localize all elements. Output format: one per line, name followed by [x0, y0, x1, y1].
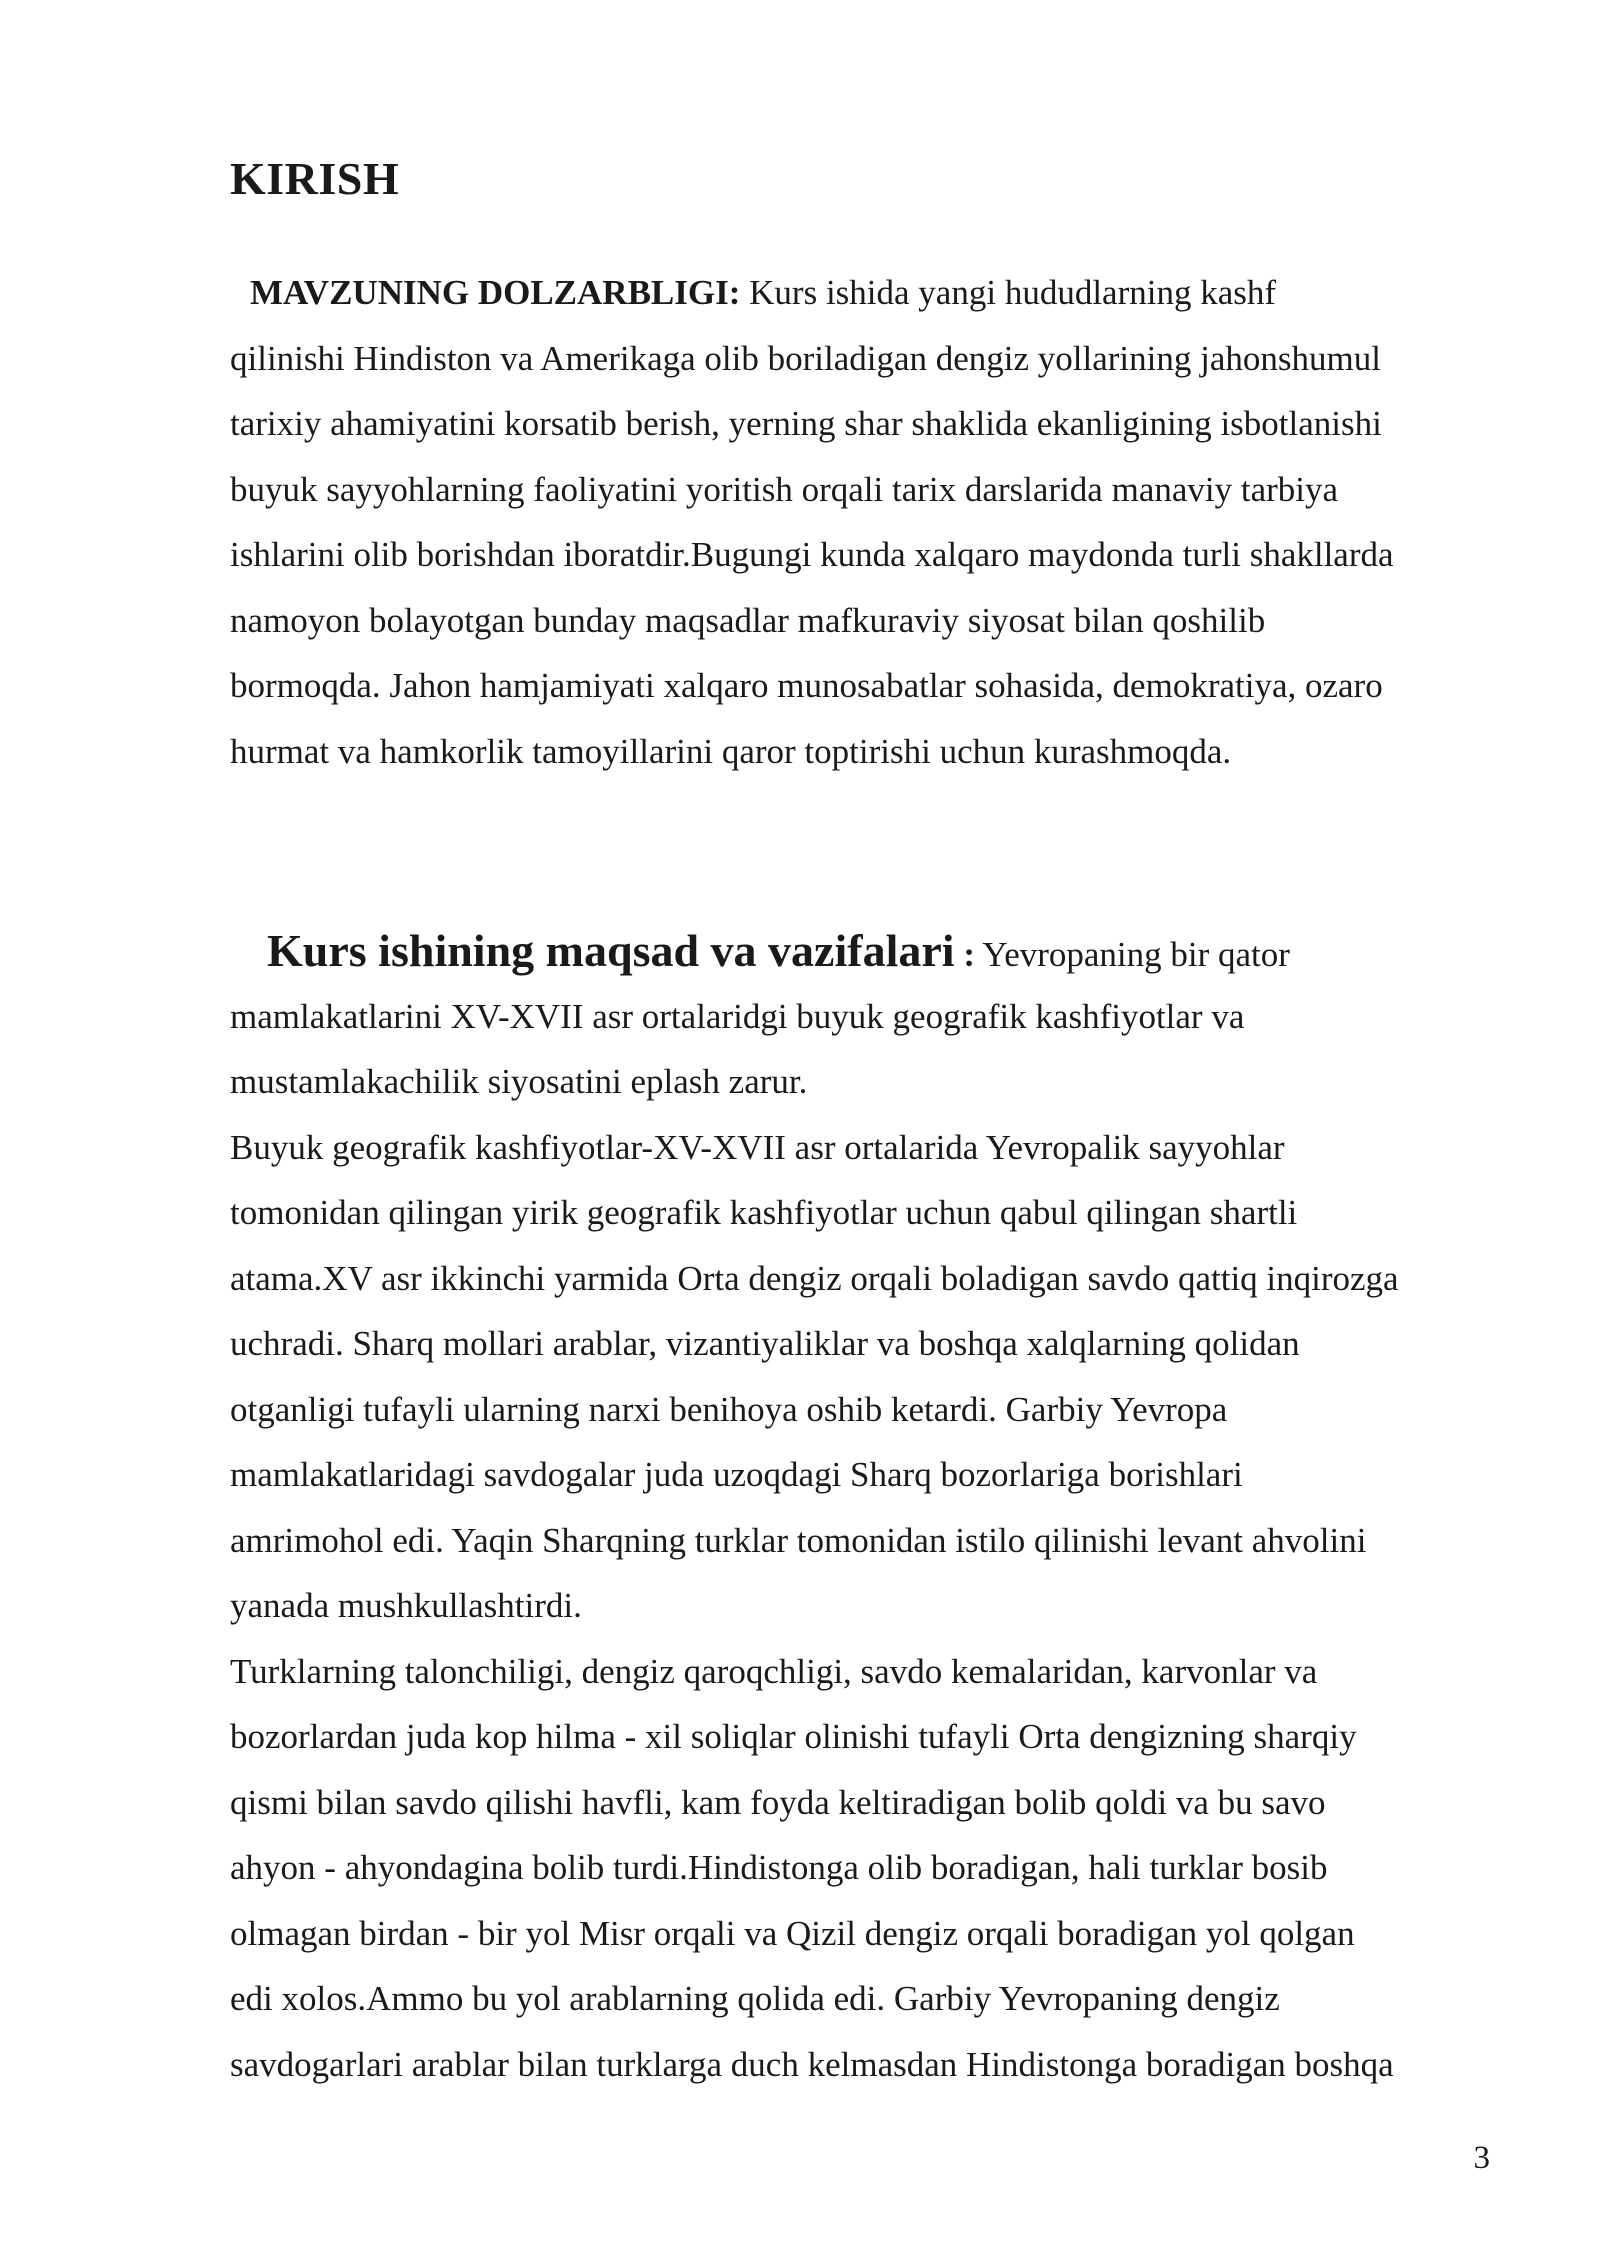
paragraph-line: buyuk sayyohlarning faoliyatini yoritish orqali tarix darslarida manaviy tarbiya — [230, 469, 1339, 509]
paragraph-line: mamlakatlarini XV-XVII asr ortalaridgi buyuk geografik kashfiyotlar va — [230, 996, 1245, 1036]
paragraph-line: yanada mushkullashtirdi. — [230, 1586, 582, 1625]
paragraph-line: ishlarini olib borishdan iboratdir.Bugungi kunda xalqaro maydonda turli shakllarda — [230, 535, 1394, 574]
paragraph-line: atama.XV asr ikkinchi yarmida Orta dengiz orqali boladigan savdo qattiq inqirozga — [230, 1258, 1399, 1298]
paragraph-line: qilinishi Hindiston va Amerikaga olib boriladigan dengiz yollarining jahonshumul — [230, 338, 1381, 378]
paragraph-line: bormoqda. Jahon hamjamiyati xalqaro munosabatlar sohasida, demokratiya, ozaro — [230, 666, 1383, 705]
paragraph-line: tarixiy ahamiyatini korsatib berish, yerning shar shaklida ekanligining isbotlanishi — [230, 404, 1382, 443]
paragraph-line: Buyuk geografik kashfiyotlar-XV-XVII asr ortalarida Yevropalik sayyohlar — [230, 1127, 1285, 1167]
paragraph-line: olmagan birdan - bir yol Misr orqali va Qizil dengiz orqali boradigan yol qolgan — [230, 1913, 1355, 1953]
section-relevance — [230, 260, 1500, 784]
paragraph-line: tomonidan qilingan yirik geografik kashfiyotlar uchun qabul qilingan shartli — [230, 1193, 1298, 1232]
paragraph-line: otganligi tufayli ularning narxi benihoya oshib ketardi. Garbiy Yevropa — [230, 1389, 1228, 1429]
paragraph-line: savdogarlari arablar bilan turklarga duch kelmasdan Hindistonga boradigan boshqa — [230, 2044, 1394, 2084]
paragraph-text: Kurs ishida yangi hududlarning kashf — [740, 273, 1277, 312]
page-heading: KIRISH — [230, 153, 400, 204]
paragraph-line: mustamlakachilik siyosatini eplash zarur. — [230, 1062, 808, 1101]
paragraph-line: ahyon - ahyondagina bolib turdi.Hindistonga olib boradigan, hali turklar bosib — [230, 1848, 1328, 1887]
page-number: 3 — [1473, 2140, 1490, 2176]
section-goals — [230, 918, 1500, 2097]
paragraph-line: edi xolos.Ammo bu yol arablarning qolida edi. Garbiy Yevropaning dengiz — [230, 1979, 1280, 2018]
paragraph-line: amrimohol edi. Yaqin Sharqning turklar tomonidan istilo qilinishi levant ahvolini — [230, 1520, 1367, 1560]
section-label: Kurs ishining maqsad va vazifalari — [267, 925, 955, 976]
paragraph-line: mamlakatlaridagi savdogalar juda uzoqdagi Sharq bozorlariga borishlari — [230, 1455, 1243, 1494]
paragraph-line: Turklarning talonchiligi, dengiz qaroqchligi, savdo kemalaridan, karvonlar va — [230, 1651, 1318, 1691]
section-label: MAVZUNING DOLZARBLIGI: — [250, 273, 741, 312]
paragraph-line: bozorlardan juda kop hilma - xil soliqlar olinishi tufayli Orta dengizning sharqiy — [230, 1717, 1357, 1756]
paragraph-text: Yevropaning bir qator — [974, 935, 1290, 974]
paragraph-line: namoyon bolayotgan bunday maqsadlar mafkuraviy siyosat bilan qoshilib — [230, 600, 1266, 640]
paragraph-line — [230, 260, 1500, 326]
paragraph-line — [230, 918, 1500, 984]
paragraph-line: hurmat va hamkorlik tamoyillarini qaror toptirishi uchun kurashmoqda. — [230, 731, 1232, 771]
paragraph-line: uchradi. Sharq mollari arablar, vizantiyaliklar va boshqa xalqlarning qolidan — [230, 1324, 1300, 1363]
label-colon: : — [954, 935, 975, 974]
paragraph-line: qismi bilan savdo qilishi havfli, kam foyda keltiradigan bolib qoldi va bu savo — [230, 1782, 1326, 1822]
